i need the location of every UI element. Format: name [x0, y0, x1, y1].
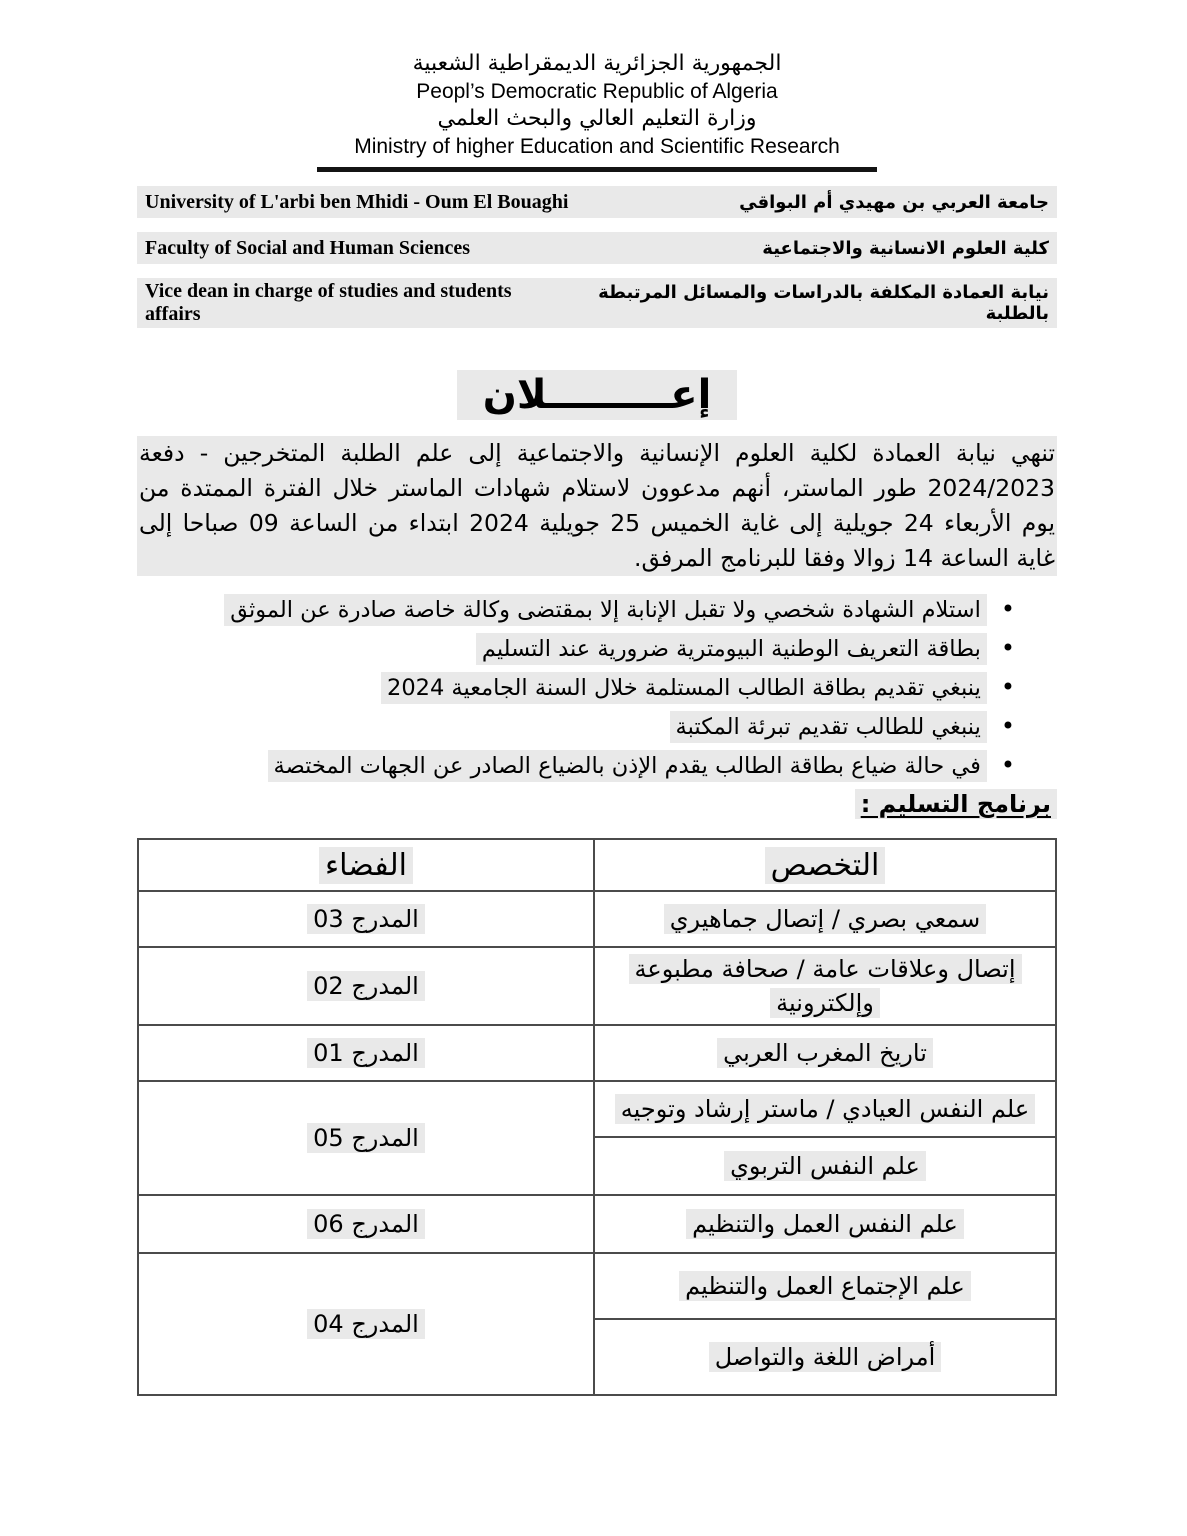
specialty-cell [594, 1319, 1056, 1395]
ministry-name-ar: وزارة التعليم العالي والبحث العلمي [437, 106, 757, 131]
list-item-text: ينبغي للطالب تقديم تبرئة المكتبة [670, 711, 987, 743]
faculty-name-ar: كلية العلوم الانسانية والاجتماعية [762, 237, 1049, 259]
column-header-space-label: الفضاء [319, 847, 413, 884]
requirements-list [137, 594, 1057, 782]
table-header-row [138, 839, 1056, 891]
schedule-heading-row [137, 790, 1057, 818]
vice-dean-title-ar: نيابة العمادة المكلفة بالدراسات والمسائل المرتبطة بالطلبة [598, 282, 1049, 324]
schedule-table [137, 838, 1057, 1396]
space-value: المدرج 05 [307, 1123, 425, 1153]
specialty-cell [594, 1025, 1056, 1081]
space-value: المدرج 06 [307, 1209, 425, 1239]
schedule-heading: برنامج التسليم : [855, 789, 1057, 819]
specialty-value: علم النفس العيادي / ماستر إرشاد وتوجيه [615, 1094, 1035, 1124]
list-item [137, 750, 1015, 782]
table-row [138, 1081, 1056, 1137]
specialty-value: أمراض اللغة والتواصل [709, 1342, 942, 1372]
title-container [137, 370, 1057, 420]
space-cell-merged [138, 1253, 594, 1395]
specialty-cell [594, 1137, 1056, 1195]
specialty-value: علم النفس العمل والتنظيم [686, 1209, 964, 1239]
republic-name-en: Peopl’s Democratic Republic of Algeria [416, 80, 778, 103]
list-item [137, 672, 1015, 704]
list-item-text: بطاقة التعريف الوطنية البيومترية ضرورية عند التسليم [476, 633, 987, 665]
space-cell-merged [138, 1081, 594, 1195]
republic-name-ar: الجمهورية الجزائرية الديمقراطية الشعبية [412, 51, 782, 76]
bullet-icon: • [1000, 634, 1015, 662]
specialty-cell [594, 947, 1056, 1025]
list-item-text: استلام الشهادة شخصي ولا تقبل الإنابة إلا بمقتضى وكالة خاصة صادرة عن الموثق [224, 594, 987, 626]
specialty-value: إتصال وعلاقات عامة / صحافة مطبوعة وإلكترونية [629, 954, 1022, 1018]
list-item-text: في حالة ضياع بطاقة الطالب يقدم الإذن بالضياع الصادر عن الجهات المختصة [268, 750, 987, 782]
table-row [138, 947, 1056, 1025]
column-header-specialty [594, 839, 1056, 891]
vice-dean-title-en: Vice dean in charge of studies and students affairs [145, 280, 512, 325]
ministry-name-en: Ministry of higher Education and Scientific Research [354, 135, 840, 158]
space-value: المدرج 04 [307, 1309, 425, 1339]
space-cell [138, 1195, 594, 1253]
announcement-body: تنهي نيابة العمادة لكلية العلوم الإنسانية والاجتماعية إلى علم الطلبة المتخرجين - دفعة 2024/2023 طور الماستر، أنهم مدعوون لاستلام شهادات الماستر خلال الفترة الممتدة من يوم الأربعاء 24 جويلية إلى غاية الخميس 25 جويلية 2024 ابتداء من الساعة 09 صباحا إلى غاية الساعة 14 زوالا وفقا للبرنامج المرفق. [137, 436, 1057, 576]
specialty-value: علم النفس التربوي [724, 1151, 926, 1181]
page-title: إعـــــــــلان [457, 370, 738, 420]
document-content [137, 0, 1057, 1396]
faculty-name-en: Faculty of Social and Human Sciences [145, 236, 471, 259]
space-cell [138, 1025, 594, 1081]
space-value: المدرج 02 [307, 971, 425, 1001]
column-header-specialty-label: التخصص [765, 847, 886, 884]
list-item [137, 594, 1015, 626]
space-value: المدرج 01 [307, 1038, 425, 1068]
specialty-cell [594, 1253, 1056, 1319]
table-row [138, 1025, 1056, 1081]
space-value: المدرج 03 [307, 904, 425, 934]
specialty-cell [594, 1195, 1056, 1253]
header-divider-line [317, 167, 877, 172]
column-header-space [138, 839, 594, 891]
university-name-en: University of L'arbi ben Mhidi - Oum El Bouaghi [145, 190, 569, 213]
specialty-value: سمعي بصري / إتصال جماهيري [664, 904, 987, 934]
bullet-icon: • [1000, 595, 1015, 623]
university-row [137, 186, 1057, 218]
space-cell [138, 947, 594, 1025]
bullet-icon: • [1000, 712, 1015, 740]
specialty-value: علم الإجتماع العمل والتنظيم [679, 1271, 971, 1301]
table-row [138, 1195, 1056, 1253]
space-cell [138, 891, 594, 947]
list-item [137, 711, 1015, 743]
table-row [138, 891, 1056, 947]
bullet-icon: • [1000, 751, 1015, 779]
specialty-value: تاريخ المغرب العربي [717, 1038, 933, 1068]
list-item-text: ينبغي تقديم بطاقة الطالب المستلمة خلال السنة الجامعية 2024 [381, 672, 987, 704]
vice-dean-row [137, 278, 1057, 328]
specialty-cell [594, 891, 1056, 947]
table-row [138, 1253, 1056, 1319]
national-header [137, 0, 1057, 160]
faculty-row [137, 232, 1057, 264]
specialty-cell [594, 1081, 1056, 1137]
list-item [137, 633, 1015, 665]
university-name-ar: جامعة العربي بن مهيدي أم البواقي [739, 191, 1049, 213]
bullet-icon: • [1000, 673, 1015, 701]
